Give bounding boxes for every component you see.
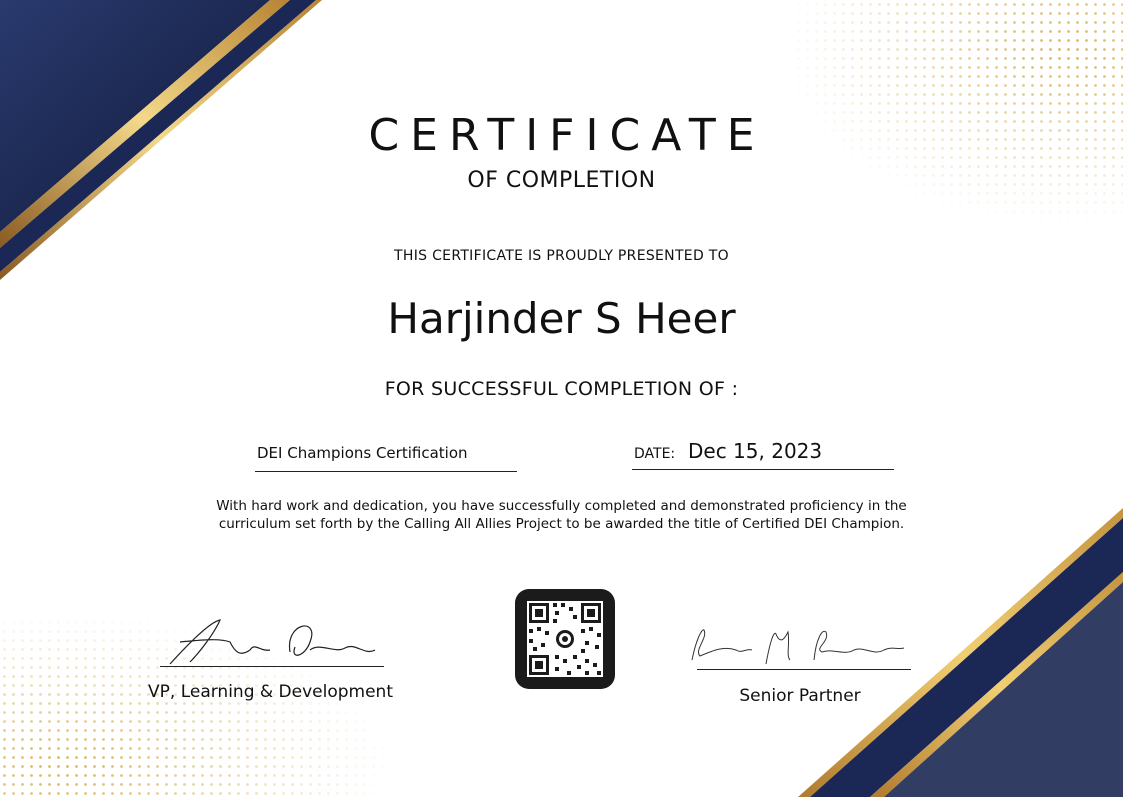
recipient-name: Harjinder S Heer — [387, 294, 736, 343]
date-underline — [632, 469, 894, 470]
date-value: Dec 15, 2023 — [688, 439, 823, 463]
description-line-1: With hard work and dedication, you have successfully completed and demonstrated proficiency in the — [216, 498, 907, 514]
certificate-description — [140, 497, 983, 533]
description-line-2: curriculum set forth by the Calling All Allies Project to be awarded the title of Certified DEI Champion. — [218, 516, 905, 532]
left-signature — [160, 612, 390, 672]
presented-to-text: THIS CERTIFICATE IS PROUDLY PRESENTED TO — [394, 248, 729, 264]
right-signatory-title: Senior Partner — [739, 686, 861, 706]
certificate-title: CERTIFICATE — [368, 110, 766, 161]
completion-of-text: FOR SUCCESSFUL COMPLETION OF : — [384, 378, 739, 400]
course-name: DEI Champions Certification — [257, 444, 468, 462]
left-signature-line — [160, 666, 384, 667]
qr-code[interactable] — [515, 589, 615, 689]
right-signature — [684, 620, 914, 670]
left-signatory-title: VP, Learning & Development — [148, 682, 393, 702]
right-signature-line — [697, 669, 911, 670]
course-underline — [255, 471, 517, 472]
certificate-subtitle: OF COMPLETION — [467, 168, 656, 193]
qr-code-icon — [515, 589, 615, 689]
date-label: DATE: — [634, 446, 676, 462]
